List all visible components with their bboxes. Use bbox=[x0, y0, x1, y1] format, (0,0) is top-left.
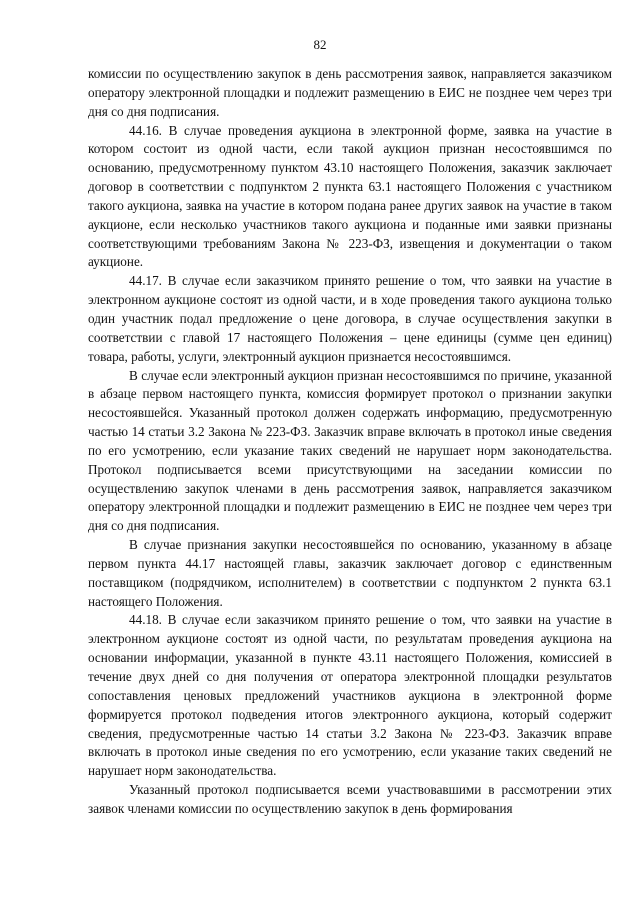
paragraph-44-18-protocol-signing: Указанный протокол подписывается всеми участвовавшими в рассмотрении этих заявок членами комиссии по осуществлению закупок в день формирования bbox=[88, 782, 612, 816]
paragraph-44-17-protocol: В случае если электронный аукцион признан несостоявшимся по причине, указанной в абзаце первом настоящего пункта, комиссия формирует протокол о признании закупки несостоявшейся. Указанный протокол должен содержать информацию, предусмотренную частью 14 статьи 3.2 Закона № 223-ФЗ. Заказчик вправе включать в протокол иные сведения по его усмотрению, если указание таких сведений не нарушает норм законодательства. Протокол подписывается всеми присутствующими на заседании комиссии по осуществлению закупок членами в день рассмотрения заявок, направляется заказчиком оператору электронной площадки и подлежит размещению в ЕИС не позднее чем через три дня со дня подписания. bbox=[88, 367, 612, 534]
paragraph-44-18: 44.18. В случае если заказчиком принято решение о том, что заявки на участие в электронном аукционе состоят из одной части, по результатам проведения аукциона на основании информации, указанной в пункте 43.11 настоящего Положения, комиссией в течение двух дней со дня получения от оператора электронной площадки результатов сопоставления ценовых предложений участников аукциона в электронной форме формируется протокол подведения итогов электронного аукциона, который содержит сведения, предусмотренные частью 14 статьи 3.2 Закона № 223-ФЗ. Заказчик вправе включать в протокол иные сведения по его усмотрению, если указание таких сведений не нарушает норм законодательства. bbox=[88, 612, 612, 779]
paragraph-44-17-single-supplier: В случае признания закупки несостоявшейся по основанию, указанному в абзаце первом пункта 44.17 настоящей главы, заказчик заключает договор с единственным поставщиком (подрядчиком, исполнителем) в соответствии с подпунктом 2 пункта 63.1 настоящего Положения. bbox=[88, 537, 612, 609]
paragraph-44-16: 44.16. В случае проведения аукциона в электронной форме, заявка на участие в котором состоит из одной части, если такой аукцион признан несостоявшимся по основанию, предусмотренному пунктом 43.10 настоящего Положения, заказчик заключает договор в соответствии с подпунктом 2 пункта 63.1 настоящего Положения с участником такого аукциона, заявка на участие в котором подана ранее других заявок на участие в таком аукционе, если несколько участников такого аукциона и поданные ими заявки признаны соответствующими требованиям Закона № 223-ФЗ, извещения и документации о таком аукционе. bbox=[88, 122, 612, 270]
paragraph-continuation: комиссии по осуществлению закупок в день рассмотрения заявок, направляется заказчиком оператору электронной площадки и подлежит размещению в ЕИС не позднее чем через три дня со дня подписания. bbox=[88, 66, 612, 119]
body-text bbox=[88, 65, 612, 819]
paragraph-44-17: 44.17. В случае если заказчиком принято решение о том, что заявки на участие в электронном аукционе состоят из одной части, и в ходе проведения такого аукциона только один участник подал предложение о цене договора, в случае осуществления закупки в соответствии с главой 17 настоящего Положения – цене единицы (сумме цен единиц) товара, работы, услуги, электронный аукцион признается несостоявшимся. bbox=[88, 273, 612, 364]
page-number: 82 bbox=[313, 37, 327, 52]
